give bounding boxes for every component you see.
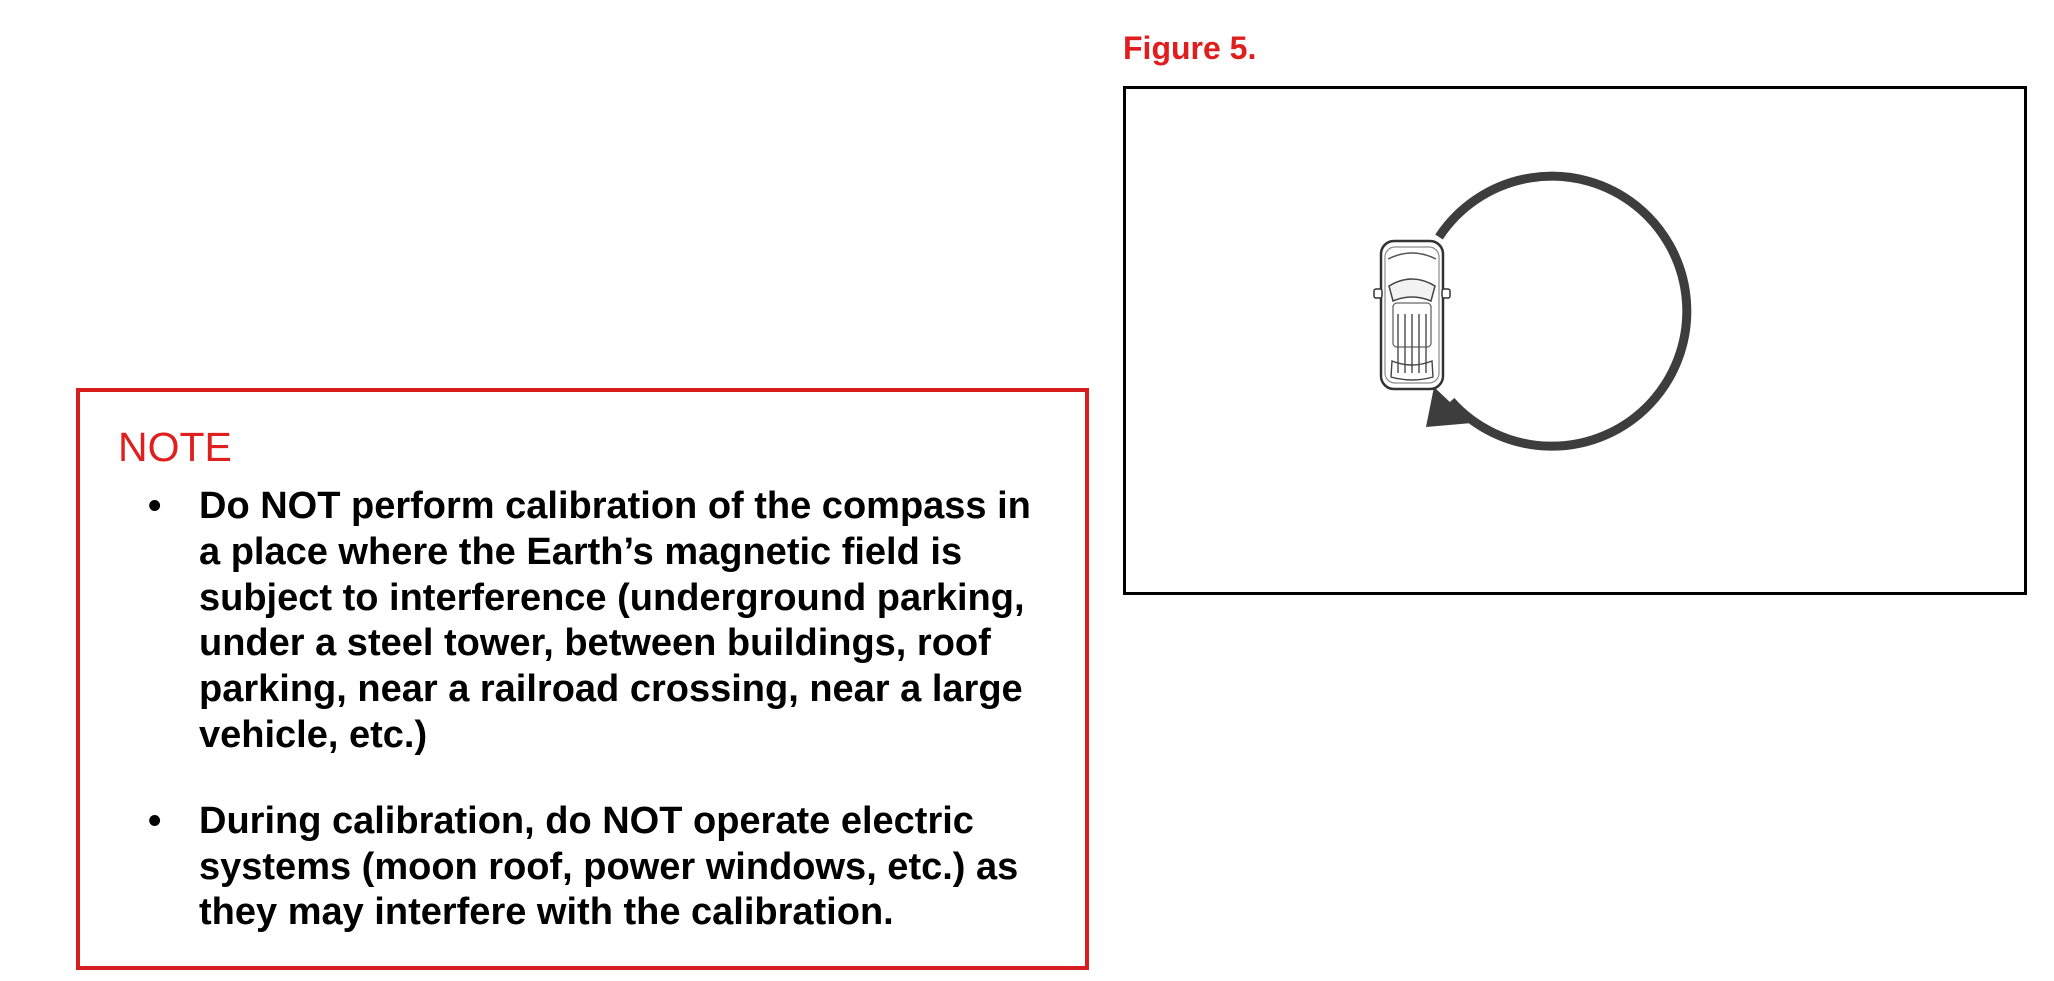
arrow-head-icon xyxy=(1426,387,1472,427)
note-list-item xyxy=(80,484,1085,759)
circular-arrow-path xyxy=(1439,176,1687,446)
note-box xyxy=(76,388,1089,970)
bullet-icon: • xyxy=(148,485,162,527)
note-item-text: Do NOT perform calibration of the compass in a place where the Earth’s magnetic field is subject to interference (underground parking, under a steel tower, between buildings, roof parking, near a railroad crossing, near a large vehicle, etc.) xyxy=(199,485,1031,756)
calibration-diagram xyxy=(1126,89,2024,592)
note-title: NOTE xyxy=(118,424,232,470)
note-item-text: During calibration, do NOT operate electric systems (moon roof, power windows, etc.) as they may interfere with the calibration. xyxy=(199,799,1019,934)
vehicle-icon xyxy=(1374,241,1450,389)
figure-panel xyxy=(1123,86,2027,595)
note-list-item xyxy=(80,799,1085,936)
figure-label: Figure 5. xyxy=(1123,30,1257,66)
note-list xyxy=(80,484,1085,976)
bullet-icon: • xyxy=(148,799,162,842)
